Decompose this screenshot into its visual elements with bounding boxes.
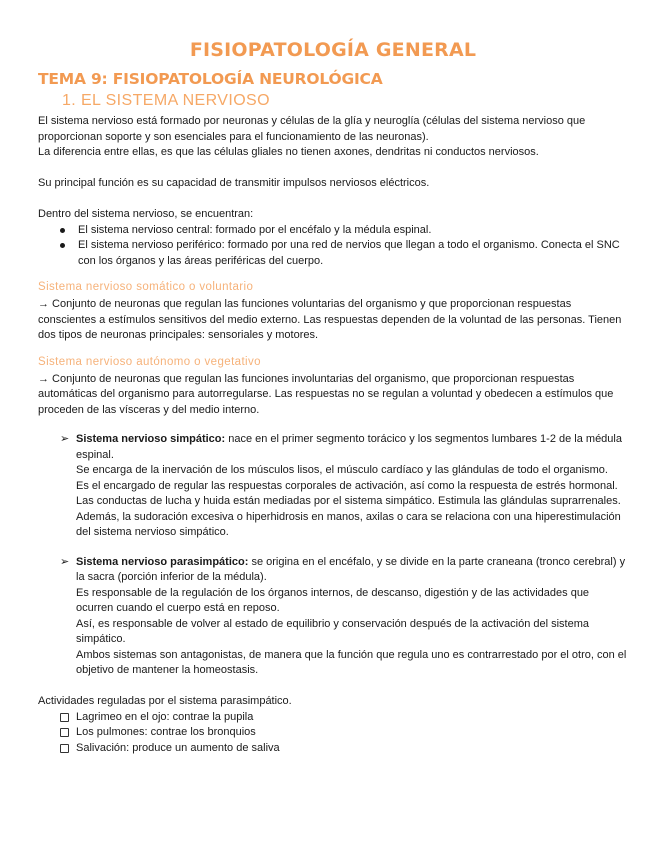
autonomo-title: Sistema nervioso autónomo o vegetativo [38, 355, 261, 368]
checklist-item[interactable]: Lagrimeo en el ojo: contrae la pupila [60, 710, 628, 726]
simpatico-line-3: Es el encargado de regular las respuestas corporales de activación, así como la respuesta de estrés hormonal. [76, 479, 618, 492]
simpatico-label: Sistema nervioso simpático: [76, 433, 226, 445]
actividades-checklist [60, 710, 628, 757]
list-item: El sistema nervioso central: formado por el encéfalo y la médula espinal. [60, 223, 628, 239]
parasimpatico-item [60, 555, 628, 679]
parasimpatico-lead: se origina en el encéfalo, y se divide en la parte craneana (tronco cerebral) y la sacra (porción inferior de la médula). [76, 555, 626, 583]
arrow-bullet-icon: ➢ [60, 555, 70, 568]
checkbox-icon[interactable] [60, 744, 69, 753]
autonomo-text: → Conjunto de neuronas que regulan las funciones involuntarias del organismo, que proporcionan respuestas automáticas del organismo para autorregularse. Las respuestas no se regulan a voluntad y obedecen a estímulos que proceden de las vísceras y del medio interno. [38, 372, 614, 416]
doc-title: FISIOPATOLOGÍA GENERAL [189, 39, 477, 61]
nervous-system-list [60, 223, 628, 270]
intro-paragraph-4: Dentro del sistema nervioso, se encuentran: [38, 208, 254, 220]
intro-paragraph-1: El sistema nervioso está formado por neuronas y células de la glía y neuroglía (células del sistema nervioso que proporcionan soporte y son esenciales para el funcionamiento de las neuronas). [38, 115, 586, 143]
simpatico-block [60, 432, 628, 541]
document-page [38, 38, 628, 756]
simpatico-line-2: Se encarga de la inervación de los músculos lisos, el músculo cardíaco y las glándulas de todo el organismo. [76, 464, 608, 476]
parasimpatico-line-2: Es responsable de la regulación de los órganos internos, de descanso, digestión y de las actividades que ocurren cuando el cuerpo está en reposo. [76, 586, 590, 614]
checkbox-icon[interactable] [60, 728, 69, 737]
somatico-text: → Conjunto de neuronas que regulan las funciones voluntarias del organismo y que proporcionan respuestas conscientes a estímulos sensitivos del medio externo. Las respuestas dependen de la voluntad de las personas. Tienen dos tipos de neuronas principales: sensoriales y motores. [38, 298, 622, 341]
parasimpatico-line-3: Así, es responsable de volver al estado de equilibrio y conservación después de la activación del sistema simpático. [76, 617, 590, 645]
actividades-title: Actividades reguladas por el sistema parasimpático. [38, 695, 292, 707]
simpatico-line-4: Las conductas de lucha y huida están mediadas por el sistema simpático. Estimula las glándulas suprarrenales. Además, la sudoración excesiva o hiperhidrosis en manos, axilas o cara se relaciona con una hiperestimulación del sistema nervioso simpático. [76, 495, 621, 538]
simpatico-lead: nace en el primer segmento torácico y los segmentos lumbares 1-2 de la médula espinal. [76, 433, 622, 461]
checkbox-icon[interactable] [60, 713, 69, 722]
checklist-item[interactable]: Los pulmones: contrae los bronquios [60, 725, 628, 741]
parasimpatico-label: Sistema nervioso parasimpático: [76, 555, 249, 568]
somatico-title: Sistema nervioso somático o voluntario [38, 281, 254, 293]
bullet-icon [60, 243, 65, 248]
checklist-item[interactable]: Salivación: produce un aumento de saliva [60, 741, 628, 757]
parasimpatico-line-4: Ambos sistemas son antagonistas, de manera que la función que regula uno es contrarrestado por el otro, con el objetivo de mantener la homeostasis. [76, 648, 627, 676]
arrow-bullet-icon: ➢ [60, 433, 70, 445]
tema-title: TEMA 9: FISIOPATOLOGÍA NEUROLÓGICA [38, 70, 383, 88]
simpatico-item [60, 432, 628, 541]
parasimpatico-block [60, 555, 628, 679]
section-title: 1. EL SISTEMA NERVIOSO [62, 92, 270, 109]
intro-paragraph-2: La diferencia entre ellas, es que las células gliales no tienen axones, dendritas ni conductos nerviosos. [38, 146, 539, 158]
intro-paragraph-3: Su principal función es su capacidad de transmitir impulsos nerviosos eléctricos. [38, 177, 430, 189]
list-item: El sistema nervioso periférico: formado por una red de nervios que llegan a todo el organismo. Conecta el SNC con los órganos y las áreas periféricas del cuerpo. [60, 238, 628, 269]
bullet-icon [60, 228, 65, 233]
